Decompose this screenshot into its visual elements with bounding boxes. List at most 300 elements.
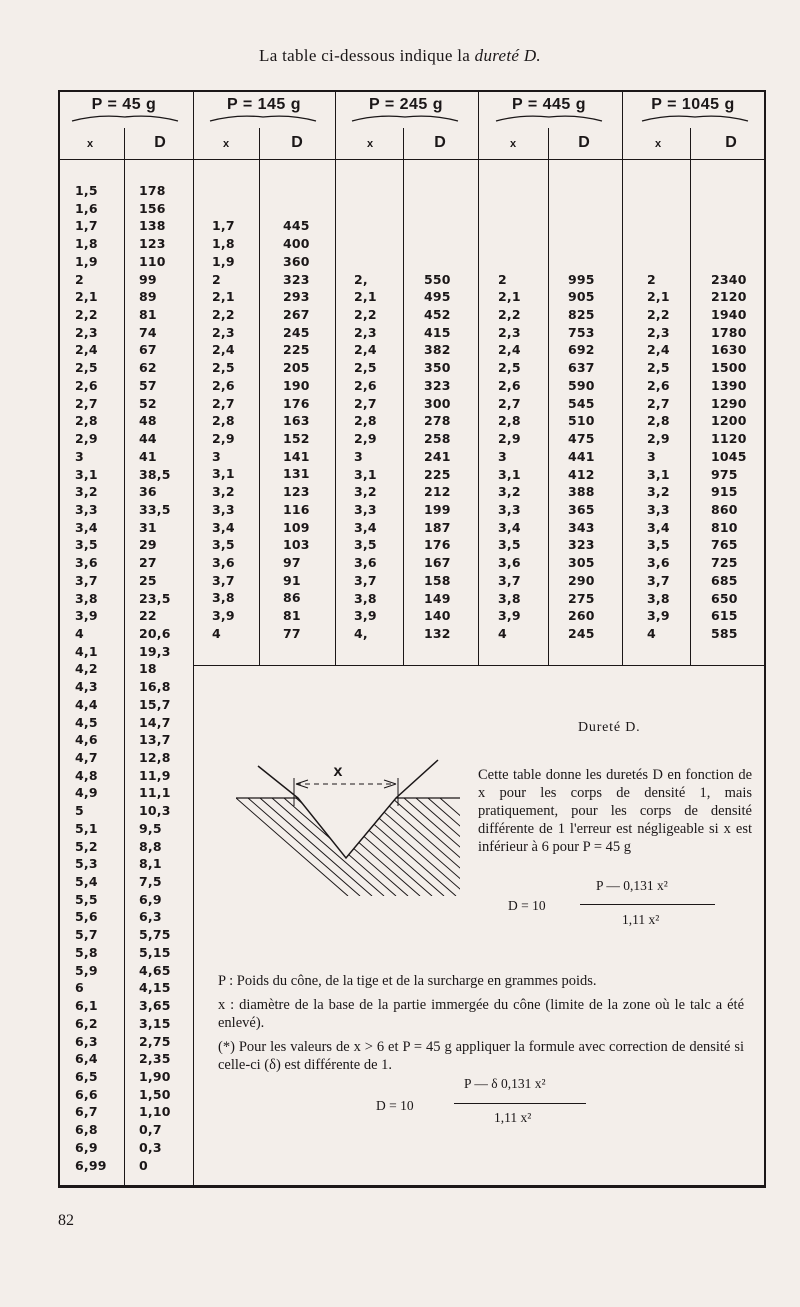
d-value-cell: 29 <box>139 537 157 553</box>
d-value-cell: 178 <box>139 183 166 198</box>
x-value-cell: 3,5 <box>498 537 521 553</box>
x-value-cell: 3,4 <box>647 519 670 535</box>
d-value-cell: 4,15 <box>139 980 171 996</box>
x-value-cell: 5,2 <box>75 838 98 854</box>
d-value-cell: 74 <box>139 324 157 340</box>
d-value-cell: 97 <box>283 555 301 571</box>
x-value-cell: 3,2 <box>212 484 235 500</box>
x-value-cell: 3,8 <box>75 590 98 606</box>
d-value-cell: 8,8 <box>139 838 162 854</box>
d-value-cell: 260 <box>568 608 595 624</box>
d-value-cell: 825 <box>568 307 595 323</box>
d-value-cell: 116 <box>283 501 310 517</box>
x-value-cell: 2,7 <box>75 395 98 411</box>
d-value-cell: 300 <box>424 395 451 411</box>
col-header-x-245: x <box>366 138 374 150</box>
col-header-x-145: x <box>222 138 230 150</box>
d-value-cell: 176 <box>283 395 310 411</box>
x-value-cell: 2,6 <box>498 377 521 393</box>
d-value-cell: 190 <box>283 377 310 393</box>
x-value-cell: 3,7 <box>647 572 670 588</box>
d-value-cell: 1780 <box>711 324 747 340</box>
d-value-cell: 9,5 <box>139 820 162 836</box>
group-divider <box>478 90 479 665</box>
d-value-cell: 23,5 <box>139 590 171 606</box>
d-value-cell: 1120 <box>711 431 747 447</box>
x-value-cell: 3,2 <box>647 484 670 500</box>
x-value-cell: 1,5 <box>75 183 98 198</box>
d-value-cell: 585 <box>711 625 738 641</box>
x-value-cell: 3,3 <box>75 501 98 517</box>
x-value-cell: 3 <box>498 448 507 464</box>
d-value-cell: 91 <box>283 572 301 588</box>
x-value-cell: 1,9 <box>212 253 235 269</box>
x-value-cell: 4 <box>498 625 507 641</box>
d-value-cell: 62 <box>139 360 157 376</box>
d-value-cell: 510 <box>568 413 595 429</box>
d-value-cell: 81 <box>139 307 157 323</box>
d-value-cell: 2340 <box>711 271 747 287</box>
x-value-cell: 4,3 <box>75 679 98 695</box>
d-value-cell: 2,35 <box>139 1051 171 1067</box>
x-value-cell: 3,7 <box>354 572 377 588</box>
x-value-cell: 5 <box>75 803 84 819</box>
x-value-cell: 3,8 <box>354 590 377 606</box>
x-value-cell: 3,8 <box>647 590 670 606</box>
x-value-cell: 3,4 <box>354 519 377 535</box>
col-header-x-45: x <box>86 138 94 150</box>
x-value-cell: 6,2 <box>75 1015 98 1031</box>
d-value-cell: 41 <box>139 448 157 464</box>
d-value-cell: 225 <box>424 466 451 482</box>
d-value-cell: 1630 <box>711 342 747 358</box>
x-value-cell: 3,5 <box>212 537 235 553</box>
d-value-cell: 152 <box>283 431 310 447</box>
formula-2-lhs: D = 10 <box>376 1098 414 1113</box>
x-value-cell: 4 <box>647 625 656 641</box>
d-value-cell: 199 <box>424 501 451 517</box>
x-value-cell: 6,9 <box>75 1139 98 1155</box>
d-value-cell: 1200 <box>711 413 747 429</box>
x-value-cell: 2, <box>354 271 368 287</box>
d-column-145 <box>283 217 310 642</box>
x-value-cell: 3,7 <box>75 572 98 588</box>
description-text: Cette table donne les duretés D en fonction de x pour les corps de densité 1, mais pratiquement, pour les corps de densité différente de 1 l'erreur est négligeable si x est inférieur à 6 pour P = 45 g <box>478 767 752 855</box>
d-value-cell: 33,5 <box>139 501 171 517</box>
d-value-cell: 400 <box>283 236 310 252</box>
brace-145 <box>208 113 318 123</box>
x-value-cell: 5,8 <box>75 944 98 960</box>
x-value-cell: 5,9 <box>75 962 98 978</box>
column-divider <box>548 128 549 665</box>
x-value-cell: 4, <box>354 625 368 641</box>
d-value-cell: 343 <box>568 519 595 535</box>
d-value-cell: 20,6 <box>139 625 171 641</box>
x-value-cell: 4,1 <box>75 643 98 659</box>
x-value-cell: 2,3 <box>647 324 670 340</box>
x-value-cell: 2,7 <box>212 395 235 411</box>
x-value-cell: 6,8 <box>75 1122 98 1138</box>
x-value-cell: 2,1 <box>647 289 670 305</box>
d-value-cell: 140 <box>424 608 451 624</box>
x-value-cell: 3,9 <box>212 608 235 624</box>
d-value-cell: 0 <box>139 1157 148 1173</box>
x-value-cell: 2,3 <box>354 324 377 340</box>
d-column-1045 <box>711 271 747 643</box>
x-value-cell: 3,5 <box>647 537 670 553</box>
d-value-cell: 1045 <box>711 448 747 464</box>
x-value-cell: 2,2 <box>75 307 98 323</box>
col-header-d-245: D <box>434 134 446 151</box>
d-value-cell: 1940 <box>711 307 747 323</box>
x-value-cell: 2,5 <box>354 360 377 376</box>
x-value-cell: 2,8 <box>212 413 235 429</box>
d-value-cell: 365 <box>568 501 595 517</box>
x-value-cell: 2,9 <box>75 431 98 447</box>
d-value-cell: 187 <box>424 519 451 535</box>
d-value-cell: 110 <box>139 253 166 269</box>
d-value-cell: 3,15 <box>139 1015 171 1031</box>
group-header-45: P = 45 g <box>91 96 157 113</box>
heading-text: La table ci-dessous indique la <box>259 46 471 65</box>
x-value-cell: 6,1 <box>75 998 98 1014</box>
x-value-cell: 2 <box>498 271 507 287</box>
section-title: Dureté D. <box>578 720 641 735</box>
d-value-cell: 2,75 <box>139 1033 171 1049</box>
x-value-cell: 3,6 <box>647 555 670 571</box>
x-value-cell: 1,7 <box>212 218 235 234</box>
d-value-cell: 149 <box>424 590 451 606</box>
d-value-cell: 138 <box>139 218 166 234</box>
x-value-cell: 3,7 <box>212 572 235 588</box>
column-divider <box>403 128 404 665</box>
x-value-cell: 3 <box>75 448 84 464</box>
d-value-cell: 860 <box>711 501 738 517</box>
note-p: P : Poids du cône, de la tige et de la surcharge en grammes poids. <box>218 973 597 989</box>
x-value-cell: 2,4 <box>498 342 521 358</box>
d-value-cell: 245 <box>568 625 595 641</box>
col-header-d-445: D <box>578 134 590 151</box>
d-value-cell: 323 <box>568 537 595 553</box>
d-value-cell: 13,7 <box>139 732 171 748</box>
x-value-cell: 3,4 <box>498 519 521 535</box>
x-value-cell: 2,5 <box>498 360 521 376</box>
x-value-cell: 2 <box>647 271 656 287</box>
x-value-cell: 5,6 <box>75 909 98 925</box>
x-value-cell: 2,9 <box>647 431 670 447</box>
x-value-cell: 3,5 <box>75 537 98 553</box>
d-value-cell: 6,3 <box>139 909 162 925</box>
x-value-cell: 5,5 <box>75 891 98 907</box>
d-value-cell: 19,3 <box>139 643 171 659</box>
x-column-45 <box>75 182 107 1174</box>
d-value-cell: 2120 <box>711 289 747 305</box>
d-value-cell: 15,7 <box>139 696 171 712</box>
d-value-cell: 412 <box>568 466 595 482</box>
d-value-cell: 915 <box>711 484 738 500</box>
d-value-cell: 388 <box>568 484 595 500</box>
x-value-cell: 3,1 <box>498 466 521 482</box>
d-value-cell: 163 <box>283 413 310 429</box>
x-value-cell: 2,8 <box>498 413 521 429</box>
x-value-cell: 4,5 <box>75 714 98 730</box>
d-value-cell: 38,5 <box>139 466 171 482</box>
col-header-d-45: D <box>154 134 166 151</box>
d-value-cell: 16,8 <box>139 679 171 695</box>
d-value-cell: 11,1 <box>139 785 171 801</box>
d-value-cell: 495 <box>424 289 451 305</box>
x-value-cell: 2,4 <box>647 342 670 358</box>
d-value-cell: 725 <box>711 555 738 571</box>
group-header-245: P = 245 g <box>368 96 444 113</box>
d-value-cell: 905 <box>568 289 595 305</box>
x-value-cell: 2,3 <box>75 324 98 340</box>
x-value-cell: 3,7 <box>498 572 521 588</box>
d-value-cell: 131 <box>283 466 310 482</box>
d-value-cell: 123 <box>283 484 310 500</box>
d-value-cell: 10,3 <box>139 803 171 819</box>
d-value-cell: 48 <box>139 413 157 429</box>
note-star: (*) Pour les valeurs de x > 6 et P = 45 g appliquer la formule avec correction de densité si celle-ci (δ) est différente de 1. <box>218 1039 744 1073</box>
x-value-cell: 2,7 <box>354 395 377 411</box>
d-value-cell: 305 <box>568 555 595 571</box>
x-value-cell: 3,8 <box>212 590 235 606</box>
d-value-cell: 14,7 <box>139 714 171 730</box>
x-value-cell: 3,1 <box>354 466 377 482</box>
x-value-cell: 3 <box>212 448 221 464</box>
x-value-cell: 2,3 <box>212 324 235 340</box>
d-value-cell: 452 <box>424 307 451 323</box>
d-value-cell: 267 <box>283 306 310 322</box>
d-value-cell: 275 <box>568 590 595 606</box>
x-value-cell: 5,7 <box>75 927 98 943</box>
d-column-245 <box>424 271 451 643</box>
formula-1-fraction-bar <box>580 904 715 905</box>
notes-block <box>218 972 744 1080</box>
x-value-cell: 2 <box>212 271 221 287</box>
d-value-cell: 1390 <box>711 377 747 393</box>
x-value-cell: 3 <box>354 448 363 464</box>
d-value-cell: 44 <box>139 431 157 447</box>
x-column-445 <box>498 271 521 643</box>
x-value-cell: 2,1 <box>354 289 377 305</box>
d-value-cell: 57 <box>139 377 157 393</box>
d-value-cell: 550 <box>424 271 451 287</box>
x-value-cell: 3,6 <box>354 555 377 571</box>
column-divider <box>259 128 260 665</box>
x-value-cell: 2,2 <box>354 307 377 323</box>
page-heading <box>0 46 800 66</box>
header-underline <box>60 159 764 160</box>
x-column-145 <box>212 217 235 642</box>
d-value-cell: 205 <box>283 360 310 376</box>
x-value-cell: 3,3 <box>647 501 670 517</box>
x-value-cell: 3 <box>647 448 656 464</box>
d-value-cell: 637 <box>568 360 595 376</box>
x-value-cell: 2,1 <box>75 289 98 305</box>
x-value-cell: 2,5 <box>75 360 98 376</box>
x-value-cell: 3,4 <box>75 519 98 535</box>
formula-1-denominator: 1,11 x² <box>622 912 660 927</box>
x-value-cell: 2,2 <box>647 307 670 323</box>
x-value-cell: 1,6 <box>75 200 98 216</box>
x-value-cell: 2,4 <box>212 342 235 358</box>
x-value-cell: 3,2 <box>498 484 521 500</box>
d-value-cell: 25 <box>139 572 157 588</box>
d-value-cell: 441 <box>568 448 595 464</box>
d-value-cell: 27 <box>139 555 157 571</box>
d-value-cell: 995 <box>568 271 595 287</box>
x-value-cell: 2,6 <box>212 377 235 393</box>
x-value-cell: 2,8 <box>647 413 670 429</box>
formula-1 <box>508 876 758 936</box>
d-value-cell: 103 <box>283 537 310 553</box>
d-value-cell: 0,3 <box>139 1139 162 1155</box>
x-value-cell: 3,3 <box>498 501 521 517</box>
d-value-cell: 258 <box>424 431 451 447</box>
d-value-cell: 4,65 <box>139 962 171 978</box>
x-value-cell: 2,9 <box>354 431 377 447</box>
brace-445 <box>494 113 604 123</box>
d-value-cell: 615 <box>711 608 738 624</box>
d-value-cell: 1,90 <box>139 1068 171 1084</box>
d-value-cell: 360 <box>283 253 310 269</box>
d-value-cell: 7,5 <box>139 874 162 890</box>
d-value-cell: 89 <box>139 289 157 305</box>
x-value-cell: 6 <box>75 980 84 996</box>
col-header-x-1045: x <box>654 138 662 150</box>
formula-1-numerator: P — 0,131 x² <box>596 878 668 893</box>
x-value-cell: 5,4 <box>75 874 98 890</box>
d-value-cell: 1500 <box>711 360 747 376</box>
d-value-cell: 8,1 <box>139 856 162 872</box>
x-value-cell: 3,6 <box>498 555 521 571</box>
x-value-cell: 3,4 <box>212 519 235 535</box>
d-value-cell: 382 <box>424 342 451 358</box>
d-value-cell: 245 <box>283 324 310 340</box>
x-value-cell: 6,5 <box>75 1068 98 1084</box>
x-value-cell: 1,7 <box>75 218 98 234</box>
d-value-cell: 1,10 <box>139 1104 171 1120</box>
d-value-cell: 545 <box>568 395 595 411</box>
x-value-cell: 3,1 <box>212 466 235 482</box>
group-header-145: P = 145 g <box>226 96 302 113</box>
d-value-cell: 475 <box>568 431 595 447</box>
x-value-cell: 3,8 <box>498 590 521 606</box>
x-value-cell: 3,9 <box>75 608 98 624</box>
d-value-cell: 5,75 <box>139 927 171 943</box>
d-value-cell: 167 <box>424 555 451 571</box>
d-value-cell: 293 <box>283 289 310 305</box>
x-column-1045 <box>647 271 670 643</box>
d-value-cell: 1,50 <box>139 1086 171 1102</box>
formula-2 <box>376 1074 636 1134</box>
d-value-cell: 975 <box>711 466 738 482</box>
x-value-cell: 4,6 <box>75 732 98 748</box>
d-value-cell: 18 <box>139 661 157 677</box>
d-value-cell: 765 <box>711 537 738 553</box>
d-value-cell: 810 <box>711 519 738 535</box>
d-value-cell: 156 <box>139 200 166 216</box>
d-value-cell: 212 <box>424 484 451 500</box>
x-value-cell: 2,9 <box>498 431 521 447</box>
x-value-cell: 2,5 <box>647 360 670 376</box>
diagram-x-label: x <box>333 763 343 780</box>
column-divider <box>124 128 125 1188</box>
d-value-cell: 158 <box>424 572 451 588</box>
x-value-cell: 3,6 <box>75 555 98 571</box>
d-value-cell: 12,8 <box>139 750 171 765</box>
formula-2-fraction-bar <box>454 1103 586 1104</box>
group-divider <box>622 90 623 665</box>
x-value-cell: 3,1 <box>647 466 670 482</box>
d-value-cell: 99 <box>139 271 157 287</box>
d-value-cell: 67 <box>139 342 157 358</box>
x-value-cell: 2,2 <box>212 306 235 322</box>
d-value-cell: 323 <box>283 271 310 287</box>
d-value-cell: 323 <box>424 377 451 393</box>
x-value-cell: 3,3 <box>354 501 377 517</box>
x-value-cell: 4 <box>75 625 84 641</box>
x-value-cell: 2,7 <box>498 395 521 411</box>
x-value-cell: 4,9 <box>75 785 98 801</box>
x-value-cell: 4 <box>212 625 221 641</box>
x-value-cell: 4,8 <box>75 767 98 783</box>
d-value-cell: 86 <box>283 590 301 606</box>
d-value-cell: 31 <box>139 519 157 535</box>
x-value-cell: 5,1 <box>75 820 98 836</box>
x-value-cell: 4,7 <box>75 750 98 765</box>
x-value-cell: 1,8 <box>212 236 235 252</box>
d-value-cell: 692 <box>568 342 595 358</box>
x-value-cell: 2,2 <box>498 307 521 323</box>
x-value-cell: 2,6 <box>354 377 377 393</box>
d-value-cell: 77 <box>283 625 301 641</box>
x-value-cell: 2,1 <box>212 289 235 305</box>
x-value-cell: 2,8 <box>354 413 377 429</box>
x-value-cell: 4,4 <box>75 696 98 712</box>
d-value-cell: 445 <box>283 218 310 234</box>
d-value-cell: 6,9 <box>139 891 162 907</box>
d-value-cell: 0,7 <box>139 1122 162 1138</box>
d-value-cell: 132 <box>424 625 451 641</box>
x-value-cell: 3,9 <box>354 608 377 624</box>
x-value-cell: 6,4 <box>75 1051 98 1067</box>
x-value-cell: 2,4 <box>354 342 377 358</box>
x-value-cell: 3,2 <box>354 484 377 500</box>
d-value-cell: 753 <box>568 324 595 340</box>
x-value-cell: 3,1 <box>75 466 98 482</box>
d-value-cell: 415 <box>424 324 451 340</box>
d-value-cell: 590 <box>568 377 595 393</box>
d-value-cell: 225 <box>283 342 310 358</box>
x-value-cell: 3,9 <box>498 608 521 624</box>
col-header-d-145: D <box>291 134 303 151</box>
d-column-445 <box>568 271 595 643</box>
d-value-cell: 278 <box>424 413 451 429</box>
x-value-cell: 2,7 <box>647 395 670 411</box>
d-value-cell: 52 <box>139 395 157 411</box>
brace-45 <box>70 113 180 123</box>
x-value-cell: 2,1 <box>498 289 521 305</box>
x-value-cell: 3,5 <box>354 537 377 553</box>
d-value-cell: 650 <box>711 590 738 606</box>
lower-table-rule <box>193 665 764 666</box>
x-value-cell: 2,4 <box>75 342 98 358</box>
x-value-cell: 2,8 <box>75 413 98 429</box>
d-value-cell: 3,65 <box>139 998 171 1014</box>
x-value-cell: 2 <box>75 271 84 287</box>
